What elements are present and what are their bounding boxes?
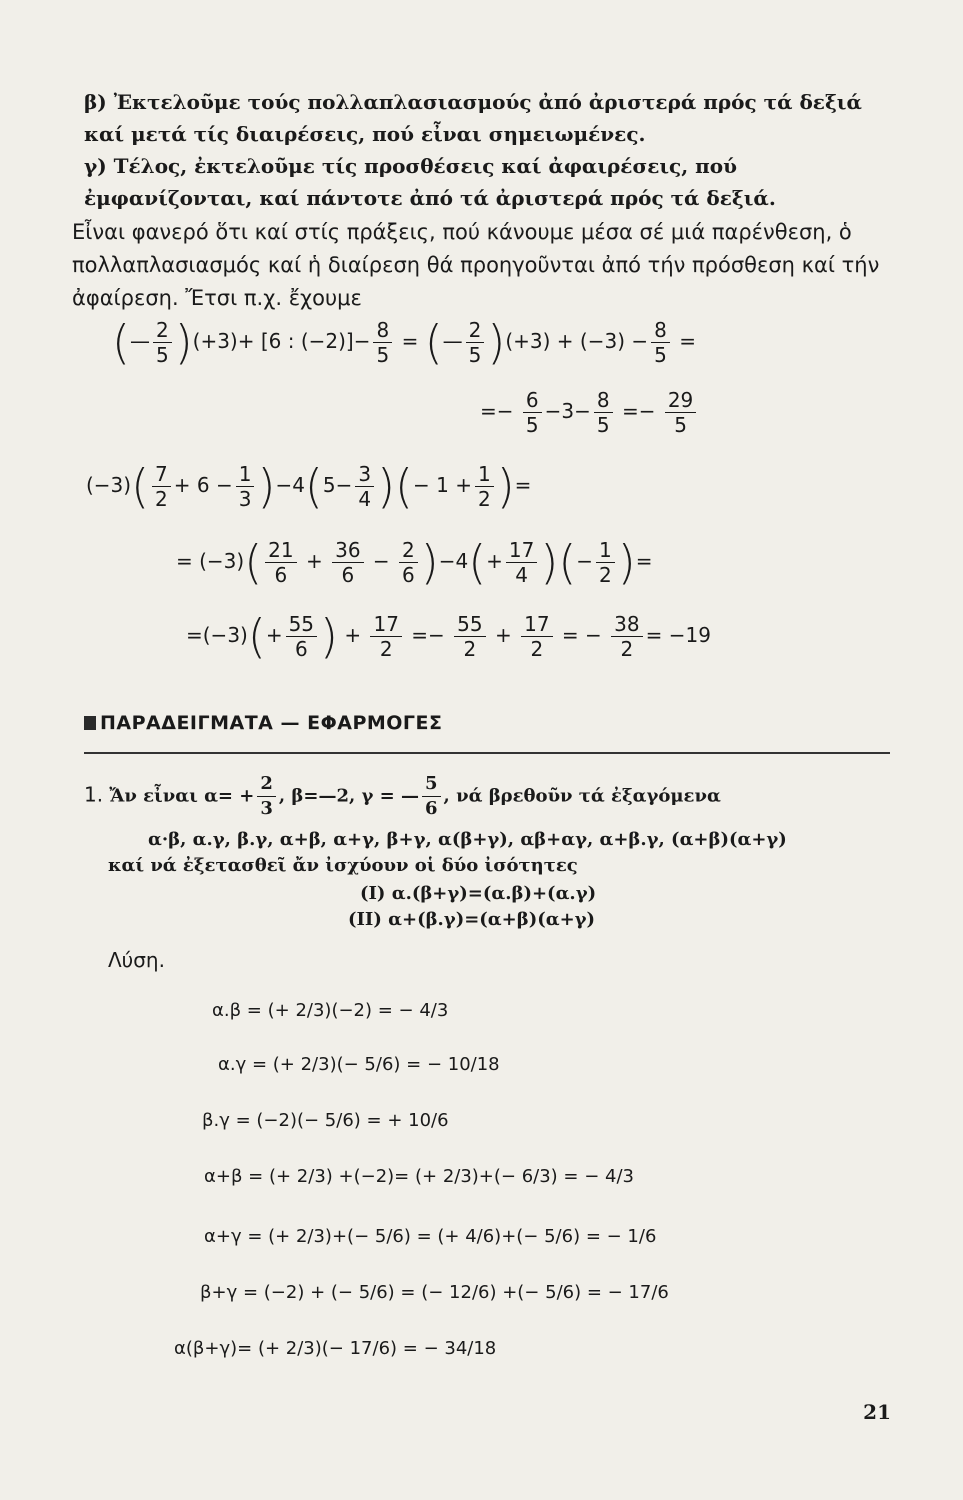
identity-1: (I) α.(β+γ)=(α.β)+(α.γ) [360,883,597,904]
equation-3: (−3)( $\frac{7}{2}$ + 6 − $\frac{1}{3}$ )−4(5− $\frac{3}{4}$ )(− 1 + $\frac{1}{2}$ )= [86,459,532,514]
solution-line-4: α+β = (+ 2/3) +(−2)= (+ 2/3)+(− 6/3) = − 4/3 [204,1166,635,1187]
paragraph-b: β) Ἐκτελοῦμε τούς πολλαπλασιασμούς ἀπό ἀριστερά πρός τά δεξιά καί μετά τίς διαιρέσεις, πού εἶναι σημειωμένες. [84,90,862,146]
solution-label: Λύση. [108,948,165,972]
solution-line-1: α.β = (+ 2/3)(−2) = − 4/3 [212,1000,449,1021]
page-number: 21 [863,1400,891,1424]
example-1-list: α·β, α.γ, β.γ, α+β, α+γ, β+γ, α(β+γ), αβ+αγ, α+β.γ, (α+β)(α+γ) [148,829,787,850]
solution-line-3: β.γ = (−2)(− 5/6) = + 10/6 [202,1110,449,1131]
solution-line-5: α+γ = (+ 2/3)+(− 5/6) = (+ 4/6)+(− 5/6) = − 1/6 [204,1226,657,1247]
identity-2: (II) α+(β.γ)=(α+β)(α+γ) [348,909,596,930]
equation-4: = (−3)( $\frac{21}{6}$ + $\frac{36}{6}$ − $\frac{2}{6}$ )−4(+ $\frac{17}{4}$ )(− $\frac{1}{2}$ )= [176,535,653,590]
equation-1: (— $\frac{2}{5}$ )(+3)+ [6 : (−2)]− $\frac{8}{5}$ = (— $\frac{2}{5}$ )(+3) + (−3) − $\frac{8}{5}$ = [112,315,696,370]
equation-2: =− $\frac{6}{5}$ −3− $\frac{8}{5}$ =− $\frac{29}{5}$ [480,388,699,437]
example-1-check: καί νά ἐξετασθεῖ ἄν ἰσχύουν οἱ δύο ἰσότητες [108,855,578,876]
example-1-intro: 1. Ἄν εἶναι α= + $\frac{2}{3}$ , β=—2, γ = — $\frac{5}{6}$ , νά βρεθοῦν τά ἐξαγόμενα [84,773,721,819]
solution-line-2: α.γ = (+ 2/3)(− 5/6) = − 10/18 [218,1054,500,1075]
section-heading: ΠΑΡΑΔΕΙΓΜΑΤΑ — ΕΦΑΡΜΟΓΕΣ [84,712,443,734]
paragraph-c: γ) Τέλος, ἐκτελοῦμε τίς προσθέσεις καί ἀφαιρέσεις, πού ἐμφανίζονται, καί πάντοτε ἀπό τά ἀριστερά πρός τά δεξιά. [84,154,776,210]
solution-line-7: α(β+γ)= (+ 2/3)(− 17/6) = − 34/18 [174,1338,497,1359]
solution-line-6: β+γ = (−2) + (− 5/6) = (− 12/6) +(− 5/6) = − 17/6 [200,1282,669,1303]
equation-5: =(−3)(+ $\frac{55}{6}$ ) + $\frac{17}{2}$ =− $\frac{55}{2}$ + $\frac{17}{2}$ = − $\frac{38}{2}$ = −19 [186,609,711,664]
heading-rule [84,752,890,754]
heading-square-icon [84,716,96,730]
paragraph-main: Εἶναι φανερό ὅτι καί στίς πράξεις, πού κάνουμε μέσα σέ μιά παρένθεση, ὁ πολλαπλασιασμός καί ἡ διαίρεση θά προηγοῦνται ἀπό τήν πρόσθεση καί τήν ἀφαίρεση. Ἔτσι π.χ. ἔχουμε [72,220,880,310]
